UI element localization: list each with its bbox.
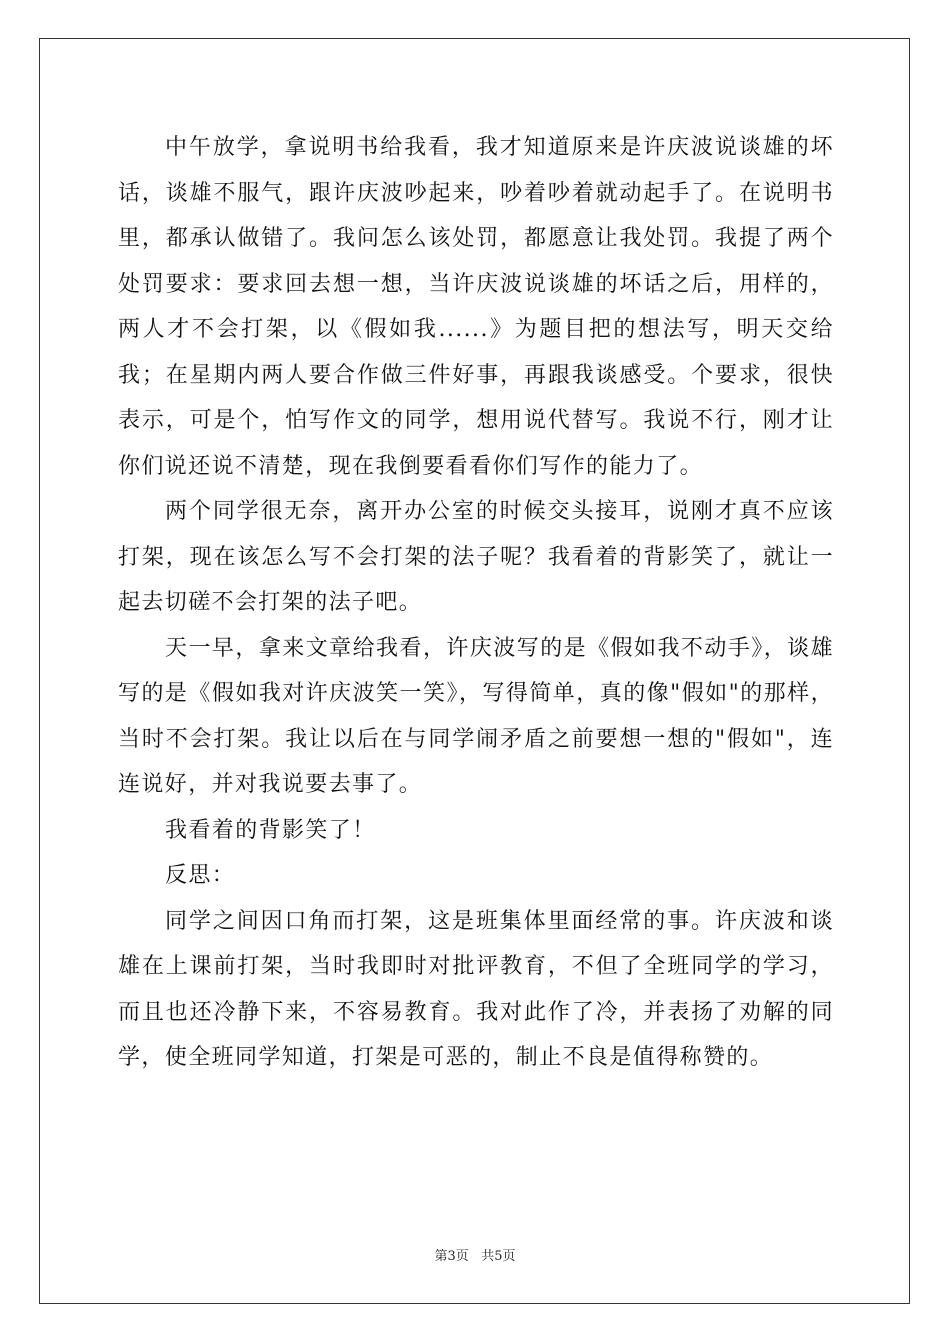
document-body (118, 125, 834, 1081)
paragraph-6: 同学之间因口角而打架，这是班集体里面经常的事。许庆波和谈雄在上课前打架，当时我即时对批评教育，不但了全班同学的学习，而且也还冷静下来，不容易教育。我对此作了冷，并表扬了劝解的同学，使全班同学知道，打架是可恶的，制止不良是值得称赞的。 (118, 908, 834, 1070)
paragraph-4: 我看着的背影笑了！ (165, 817, 376, 843)
page-total: 共5页 (481, 1249, 516, 1264)
paragraph-3: 天一早，拿来文章给我看，许庆波写的是《假如我不动手》，谈雄写的是《假如我对许庆波笑一笑》，写得简单，真的像"假如"的那样，当时不会打架。我让以后在与同学闹矛盾之前要想一想的"假如"，连连说好，并对我说要去事了。 (118, 635, 834, 797)
paragraph-5: 反思： (165, 863, 236, 888)
page-number: 第3页 (434, 1249, 469, 1264)
page-footer (0, 1245, 950, 1264)
paragraph-2: 两个同学很无奈，离开办公室的时候交头接耳，说刚才真不应该打架，现在该怎么写不会打架的法子呢？我看着的背影笑了，就让一起去切磋不会打架的法子吧。 (118, 499, 834, 615)
paragraph-1: 中午放学，拿说明书给我看，我才知道原来是许庆波说谈雄的坏话，谈雄不服气，跟许庆波吵起来，吵着吵着就动起手了。在说明书里，都承认做错了。我问怎么该处罚，都愿意让我处罚。我提了两个处罚要求：要求回去想一想，当许庆波说谈雄的坏话之后，用样的，两人才不会打架，以《假如我......》为题目把的想法写，明天交给我；在星期内两人要合作做三件好事，再跟我谈感受。个要求，很快表示，可是个，怕写作文的同学，想用说代替写。我说不行，刚才让你们说还说不清楚，现在我倒要看看你们写作的能力了。 (118, 135, 834, 479)
